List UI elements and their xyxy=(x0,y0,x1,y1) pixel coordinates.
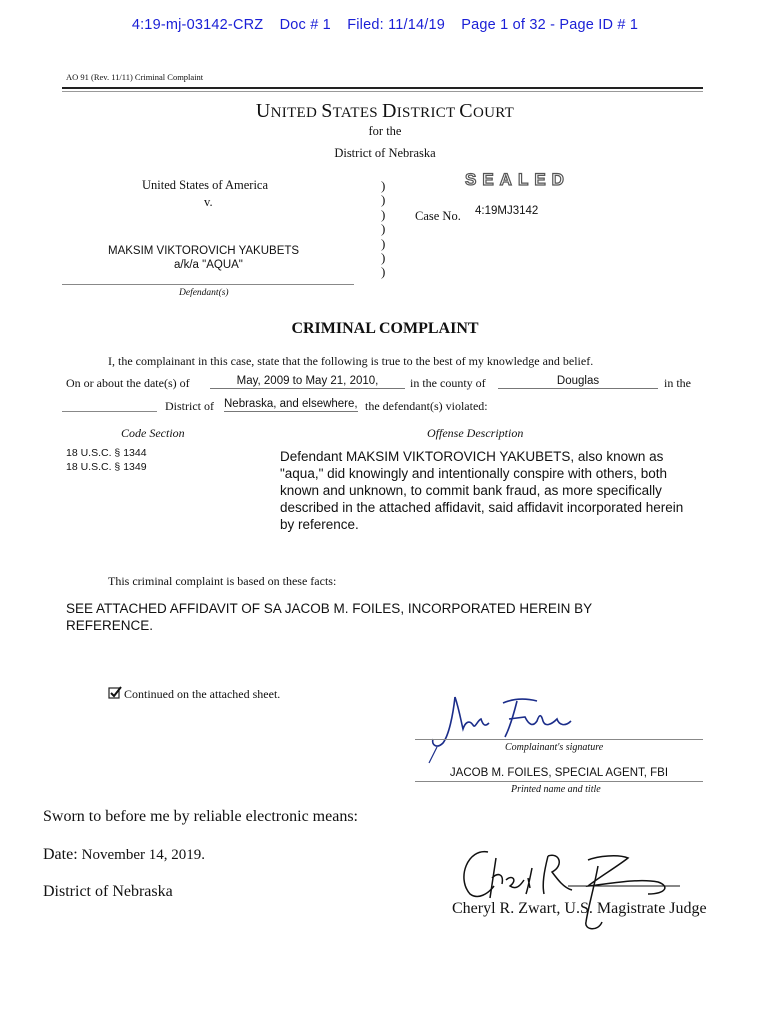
sealed-stamp: SEALED xyxy=(465,170,570,189)
code-section-1: 18 U.S.C. § 1344 xyxy=(66,447,147,459)
judge-name: Cheryl R. Zwart, U.S. Magistrate Judge xyxy=(452,900,707,917)
case-reference: 4:19-mj-03142-CRZ xyxy=(131,17,264,33)
facts-intro: This criminal complaint is based on these facts: xyxy=(108,574,337,588)
jurat-district: District of Nebraska xyxy=(43,883,173,900)
complainant-signature xyxy=(425,685,585,770)
court-district: District of Nebraska xyxy=(334,146,436,160)
defendant-label: Defendant(s) xyxy=(179,288,229,298)
caption-parens: ) ) ) ) ) ) ) xyxy=(381,178,386,280)
facts-text: SEE ATTACHED AFFIDAVIT OF SA JACOB M. FOILES, INCORPORATED HEREIN BY REFERENCE. xyxy=(66,601,592,633)
complainant-printed-name: JACOB M. FOILES, SPECIAL AGENT, FBI xyxy=(449,767,669,779)
defendant-line xyxy=(62,284,354,285)
defendant-name: MAKSIM VIKTOROVICH YAKUBETS xyxy=(108,245,300,257)
date-label: Date: xyxy=(43,846,78,863)
offense-dates: May, 2009 to May 21, 2010, xyxy=(210,375,405,389)
document-number: Doc # 1 xyxy=(279,17,331,33)
code-section-2: 18 U.S.C. § 1349 xyxy=(66,461,147,473)
judge-signature xyxy=(448,838,688,938)
jurat-date xyxy=(43,846,205,864)
in-the: in the xyxy=(664,376,691,390)
offense-description: Defendant MAKSIM VIKTOROVICH YAKUBETS, also known as "aqua," did knowingly and intentionally conspire with others, both known and unknown, to commit bank fraud, as more specifically described in the attached affidavit, said affidavit incorporated herein by reference. xyxy=(280,449,684,532)
county-prefix: in the county of xyxy=(410,376,486,390)
case-number: 4:19MJ3142 xyxy=(475,205,539,217)
for-the: for the xyxy=(368,124,402,138)
continued-text: Continued on the attached sheet. xyxy=(124,687,281,701)
plaintiff-name: United States of America xyxy=(142,178,269,192)
signature-line xyxy=(415,739,703,740)
complainant-signature-text xyxy=(440,724,445,725)
offense-description-header: Offense Description xyxy=(427,426,524,440)
header-rule xyxy=(62,87,703,89)
page-info: Page 1 of 32 - Page ID # 1 xyxy=(461,17,639,33)
date-value: November 14, 2019. xyxy=(81,847,205,863)
case-no-label: Case No. xyxy=(415,209,461,223)
document-title: CRIMINAL COMPLAINT xyxy=(291,320,479,337)
filing-header xyxy=(0,17,770,33)
court-name: UNITED STATES DISTRICT COURT xyxy=(255,100,515,122)
printed-name-label: Printed name and title xyxy=(511,784,601,795)
code-section-header: Code Section xyxy=(121,426,185,440)
district-blank xyxy=(62,411,157,412)
defendant-aka: a/k/a "AQUA" xyxy=(174,259,243,271)
county: Douglas xyxy=(498,375,658,389)
filed-date: Filed: 11/14/19 xyxy=(347,17,446,33)
printed-name-line xyxy=(415,781,703,782)
district-prefix: District of xyxy=(165,399,214,413)
versus: v. xyxy=(204,195,213,209)
violated-text: the defendant(s) violated: xyxy=(365,399,488,413)
intro-statement: I, the complainant in this case, state that the following is true to the best of my knowledge and belief. xyxy=(108,354,594,368)
form-id: AO 91 (Rev. 11/11) Criminal Complaint xyxy=(66,72,204,82)
header-rule-thin xyxy=(62,91,703,92)
complainant-signature-label: Complainant's signature xyxy=(505,742,604,753)
checkbox-checked-icon[interactable] xyxy=(108,686,122,704)
sworn-statement: Sworn to before me by reliable electronic means: xyxy=(43,808,358,825)
offense-district: Nebraska, and elsewhere, xyxy=(224,398,358,410)
date-prefix: On or about the date(s) of xyxy=(66,376,190,390)
